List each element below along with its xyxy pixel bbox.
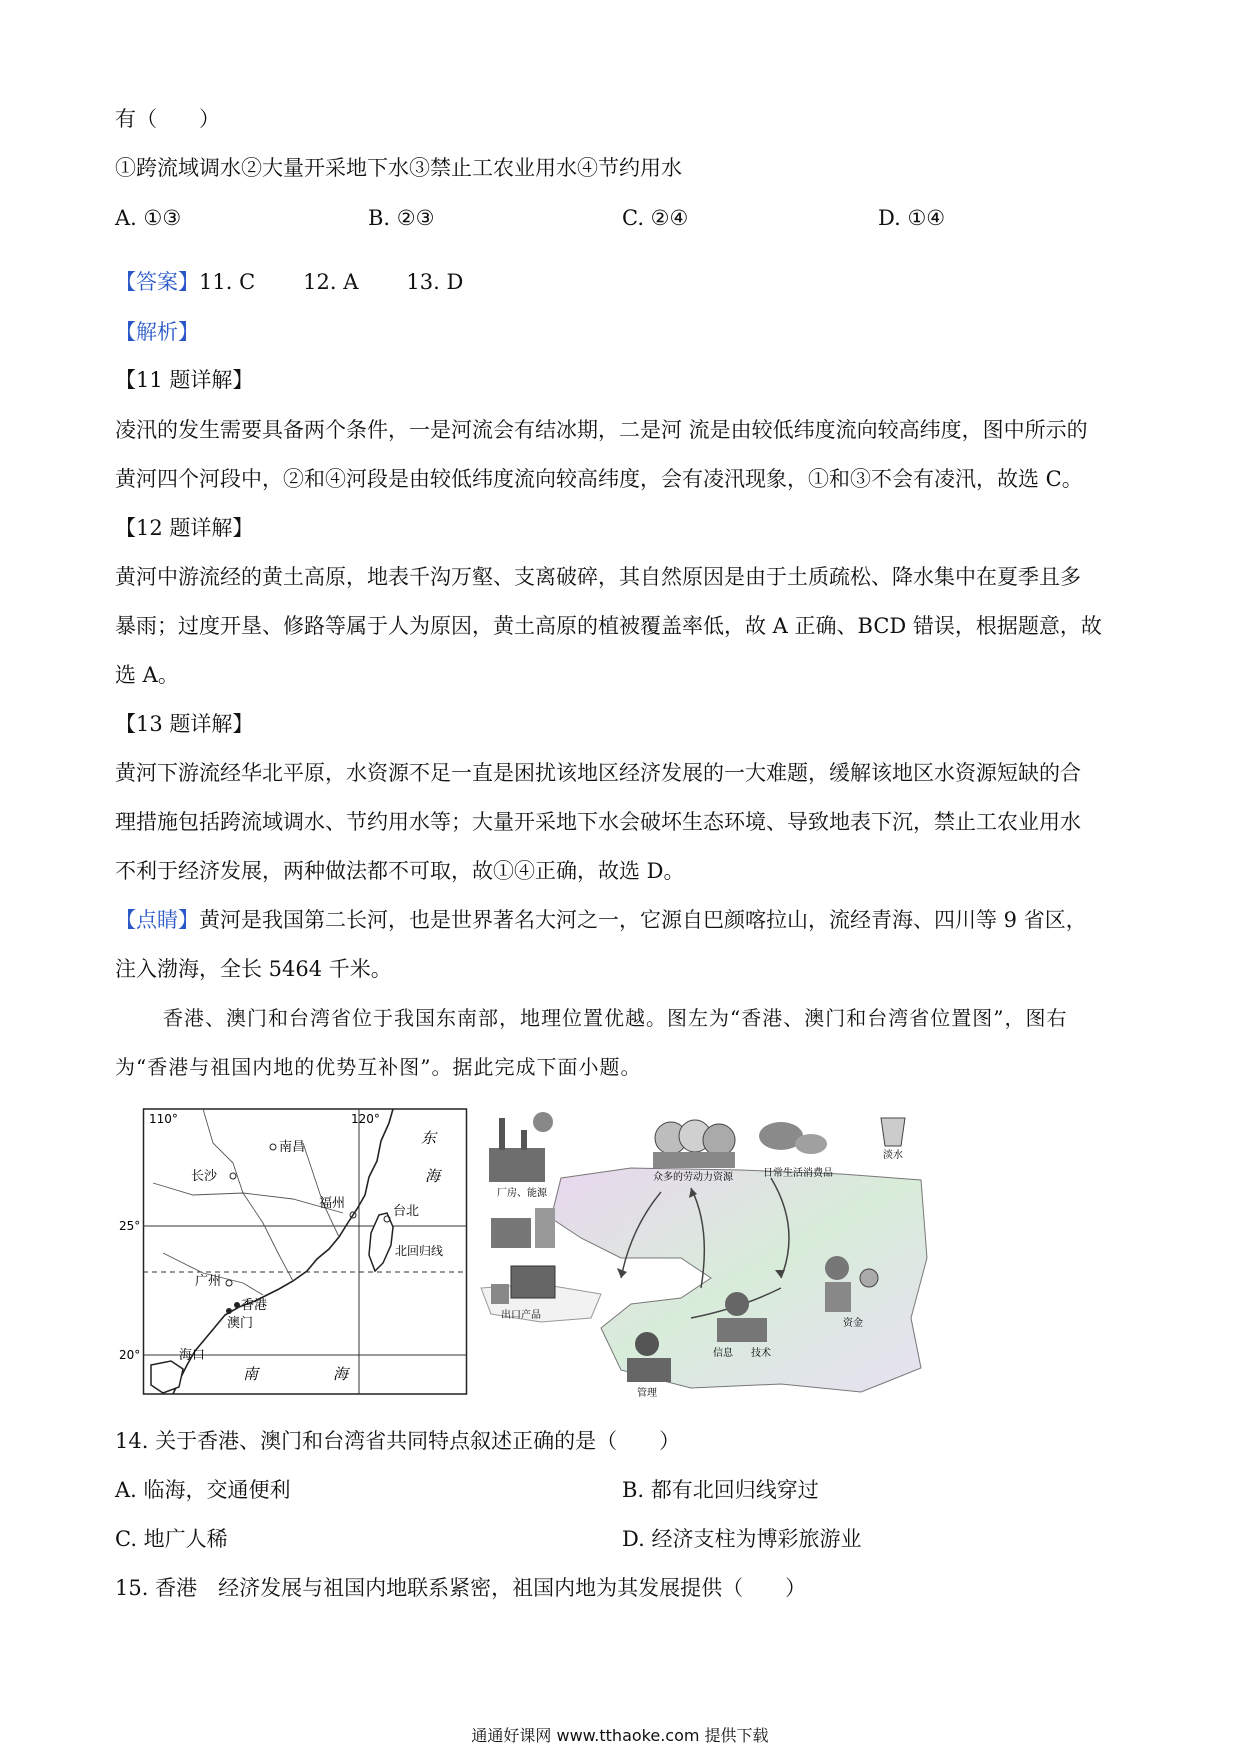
lat-25-label: 25° xyxy=(119,1219,141,1233)
answer-11: 11. C xyxy=(199,270,256,294)
flow-arrowhead xyxy=(617,1268,627,1278)
point-text-1: 黄河是我国第二长河，也是世界著名大河之一，它源自巴颜喀拉山，流经青海、四川等 9 省区， xyxy=(199,908,1087,932)
q13-option-c: C. ②④ xyxy=(622,206,689,230)
answer-tag: 【答案】 xyxy=(115,270,199,294)
label-changsha: 长沙 xyxy=(191,1169,218,1184)
q12-detail-line-3: 选 A。 xyxy=(115,663,179,687)
q13-option-b: B. ②③ xyxy=(368,206,435,230)
label-consumer-goods: 日常生活消费品 xyxy=(763,1168,833,1179)
q13-option-d: D. ①④ xyxy=(878,206,946,230)
q11-detail-line-1: 凌汛的发生需要具备两个条件，一是河流会有结冰期，二是河 流是由较低纬度流向较高纬度，图中所示的 xyxy=(115,418,1088,442)
q13-detail-line-3: 不利于经济发展，两种做法都不可取，故①④正确，故选 D。 xyxy=(115,859,685,883)
freshwater-icon xyxy=(881,1118,905,1146)
q12-detail-title: 【12 题详解】 xyxy=(115,516,254,540)
question-13-measures: ①跨流域调水②大量开采地下水③禁止工农业用水④节约用水 xyxy=(115,156,682,180)
intro-line-2: 为“香港与祖国内地的优势互补图”。据此完成下面小题。 xyxy=(115,1055,642,1079)
label-guangzhou: 广州 xyxy=(195,1274,222,1289)
lat-20-label: 20° xyxy=(119,1348,141,1362)
label-east-sea-2: 海 xyxy=(425,1167,441,1185)
label-factory-energy: 厂房、能源 xyxy=(497,1188,547,1199)
q13-detail-line-2: 理措施包括跨流域调水、节约用水等；大量开采地下水会破坏生态环境、导致地表下沉，禁止工农业用水 xyxy=(115,810,1081,834)
label-haikou: 海口 xyxy=(179,1348,206,1363)
page-footer: 通通好课网 www.tthaoke.com 提供下载 xyxy=(471,1726,769,1745)
q14-option-a: A. 临海，交通便利 xyxy=(115,1478,291,1502)
factory-icon xyxy=(489,1112,553,1182)
answer-12: 12. A xyxy=(303,270,359,294)
label-hongkong: 香港 xyxy=(241,1298,268,1313)
label-nanchang: 南昌 xyxy=(279,1140,306,1155)
q13-detail-line-1: 黄河下游流经华北平原，水资源不足一直是困扰该地区经济发展的一大难题，缓解该地区水资源短缺的合 xyxy=(115,761,1081,785)
label-taipei: 台北 xyxy=(393,1204,420,1219)
label-east-sea-1: 东 xyxy=(421,1129,437,1147)
question-13-stem-tail: 有（ ） xyxy=(115,107,220,131)
label-tropic: 北回归线 xyxy=(395,1244,444,1258)
hk-macao-taiwan-location-map xyxy=(119,1103,468,1395)
label-south-sea-2: 海 xyxy=(333,1365,349,1383)
answer-13: 13. D xyxy=(406,270,464,294)
analysis-tag: 【解析】 xyxy=(115,320,199,344)
q14-option-c: C. 地广人稀 xyxy=(115,1527,228,1551)
q11-detail-line-2: 黄河四个河段中，②和④河段是由较低纬度流向较高纬度，会有凌汛现象，①和③不会有凌汛，故选 C。 xyxy=(115,467,1083,491)
macao-dot xyxy=(226,1308,232,1314)
workers-icon xyxy=(653,1120,735,1168)
label-fuzhou: 福州 xyxy=(319,1196,346,1211)
label-macao: 澳门 xyxy=(227,1316,254,1331)
hk-mainland-complement-diagram xyxy=(481,1108,933,1401)
label-technology: 技术 xyxy=(751,1348,771,1359)
label-south-sea-1: 南 xyxy=(243,1365,259,1383)
q13-detail-title: 【13 题详解】 xyxy=(115,712,254,736)
q14-option-b: B. 都有北回归线穿过 xyxy=(622,1478,819,1502)
label-capital: 资金 xyxy=(843,1318,863,1329)
label-labor: 众多的劳动力资源 xyxy=(653,1172,733,1183)
label-management: 管理 xyxy=(637,1388,657,1399)
q13-option-a: A. ①③ xyxy=(115,206,182,230)
label-information: 信息 xyxy=(713,1348,733,1359)
q12-detail-line-1: 黄河中游流经的黄土高原，地表千沟万壑、支离破碎，其自然原因是由于土质疏松、降水集中在夏季且多 xyxy=(115,565,1081,589)
export-products-icon xyxy=(491,1208,555,1304)
q14-stem: 14. 关于香港、澳门和台湾省共同特点叙述正确的是（ ） xyxy=(115,1429,681,1453)
intro-line-1: 香港、澳门和台湾省位于我国东南部，地理位置优越。图左为“香港、澳门和台湾省位置图”，图右 xyxy=(163,1006,1068,1030)
answer-line xyxy=(115,268,463,296)
lon-110-label: 110° xyxy=(149,1112,178,1126)
q11-detail-title: 【11 题详解】 xyxy=(115,368,254,392)
point-line-1 xyxy=(115,906,1087,934)
lon-120-label: 120° xyxy=(351,1112,380,1126)
label-export: 出口产品 xyxy=(501,1310,541,1321)
point-line-2: 注入渤海，全长 5464 千米。 xyxy=(115,957,392,981)
q15-stem: 15. 香港 经济发展与祖国内地联系紧密，祖国内地为其发展提供（ ） xyxy=(115,1576,807,1600)
q12-detail-line-2: 暴雨；过度开垦、修路等属于人为原因，黄土高原的植被覆盖率低，故 A 正确、BCD 错误，根据题意，故 xyxy=(115,614,1102,638)
hongkong-dot xyxy=(234,1302,240,1308)
consumer-goods-icon xyxy=(759,1122,827,1154)
q14-option-d: D. 经济支柱为博彩旅游业 xyxy=(622,1527,862,1551)
label-freshwater: 淡水 xyxy=(883,1150,903,1161)
point-tag: 【点睛】 xyxy=(115,908,199,932)
